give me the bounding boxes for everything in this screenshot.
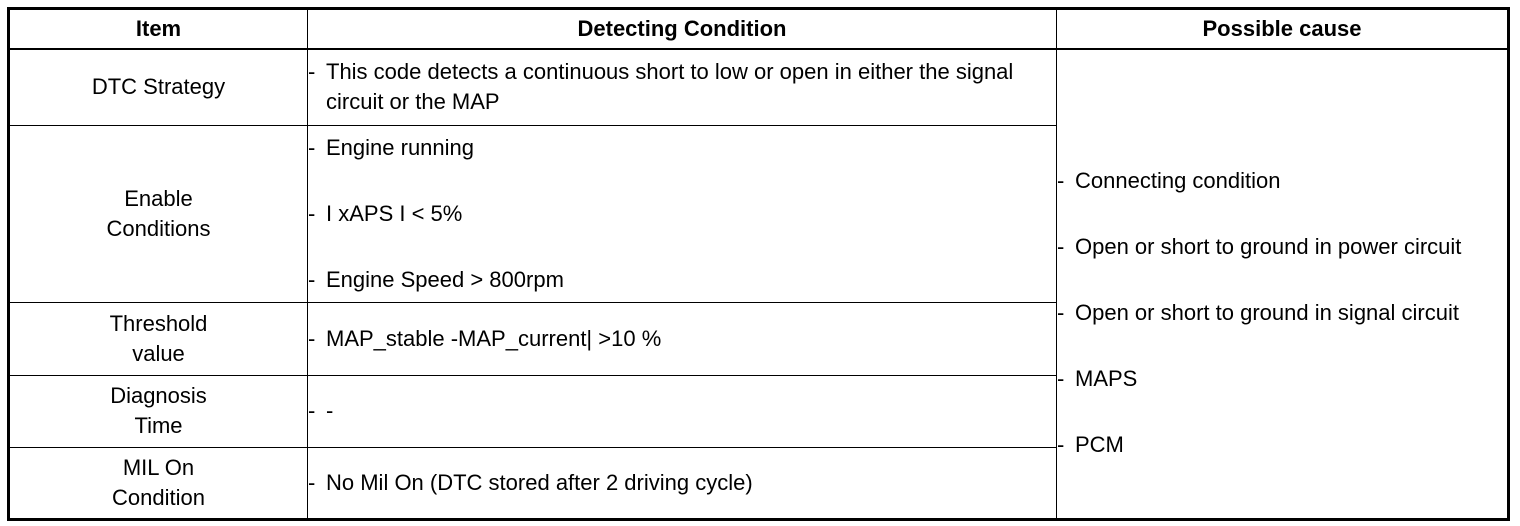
- header-row: [9, 9, 1509, 50]
- dtc-info-table: [7, 7, 1510, 521]
- bullet-dash: -: [1057, 233, 1065, 259]
- bullet-dash: -: [308, 325, 316, 351]
- bullet-dash: -: [308, 398, 316, 423]
- cause-line: [1057, 232, 1507, 262]
- item-cell: [9, 375, 308, 447]
- condition-cell: [308, 375, 1057, 447]
- condition-cell: [308, 447, 1057, 519]
- condition-line: [308, 133, 1056, 163]
- header-possible-cause: Possible cause: [1057, 9, 1509, 50]
- item-cell: [9, 302, 308, 375]
- condition-text: MAP_stable -MAP_current| >10 %: [326, 325, 662, 351]
- bullet-dash: -: [1057, 299, 1065, 325]
- item-label-mil-on-condition: MIL On Condition: [112, 454, 205, 510]
- cause-line: [1057, 364, 1507, 394]
- item-label-dtc-strategy: DTC Strategy: [91, 74, 226, 100]
- condition-text: Engine Speed > 800rpm: [326, 266, 564, 292]
- cause-line: [1057, 430, 1507, 460]
- condition-text: Engine running: [326, 134, 475, 160]
- bullet-dash: -: [1057, 365, 1065, 391]
- bullet-dash: -: [308, 469, 316, 495]
- condition-line: [308, 396, 1056, 426]
- header-item: Item: [9, 9, 308, 50]
- condition-text: No Mil On (DTC stored after 2 driving cycle): [326, 469, 753, 495]
- bullet-dash: -: [1057, 167, 1065, 193]
- condition-text: I xAPS I < 5%: [326, 200, 463, 226]
- condition-line: [308, 57, 1056, 117]
- condition-line: [308, 199, 1056, 229]
- cause-line: [1057, 298, 1507, 328]
- possible-cause-cell: [1057, 49, 1509, 519]
- item-label-threshold-value: Threshold value: [109, 310, 208, 366]
- item-cell: [9, 125, 308, 302]
- cause-text: Connecting condition: [1075, 167, 1281, 193]
- cause-line: [1057, 166, 1507, 196]
- bullet-dash: -: [308, 134, 316, 160]
- condition-cell: [308, 125, 1057, 302]
- item-label-enable-conditions: Enable Conditions: [106, 185, 211, 241]
- condition-text: This code detects a continuous short to low or open in either the signal circuit or the MAP: [326, 59, 1014, 115]
- item-label-diagnosis-time: Diagnosis Time: [110, 383, 207, 438]
- condition-line: [308, 468, 1056, 498]
- bullet-dash: -: [1057, 431, 1065, 457]
- possible-cause-list: [1057, 108, 1507, 460]
- bullet-dash: -: [308, 200, 316, 226]
- condition-cell: [308, 49, 1057, 125]
- condition-line: [308, 324, 1056, 354]
- bullet-dash: -: [308, 266, 316, 292]
- condition-text: -: [326, 398, 334, 423]
- condition-cell: [308, 302, 1057, 375]
- condition-line: [308, 265, 1056, 295]
- cause-text: PCM: [1075, 431, 1124, 457]
- condition-list: [308, 133, 1056, 295]
- header-detecting-condition: Detecting Condition: [308, 9, 1057, 50]
- item-cell: [9, 447, 308, 519]
- cause-text: Open or short to ground in signal circuit: [1075, 299, 1459, 325]
- bullet-dash: -: [308, 59, 316, 85]
- cause-text: Open or short to ground in power circuit: [1075, 233, 1462, 259]
- cause-text: MAPS: [1075, 365, 1138, 391]
- item-cell: [9, 49, 308, 125]
- table-row: [9, 49, 1509, 125]
